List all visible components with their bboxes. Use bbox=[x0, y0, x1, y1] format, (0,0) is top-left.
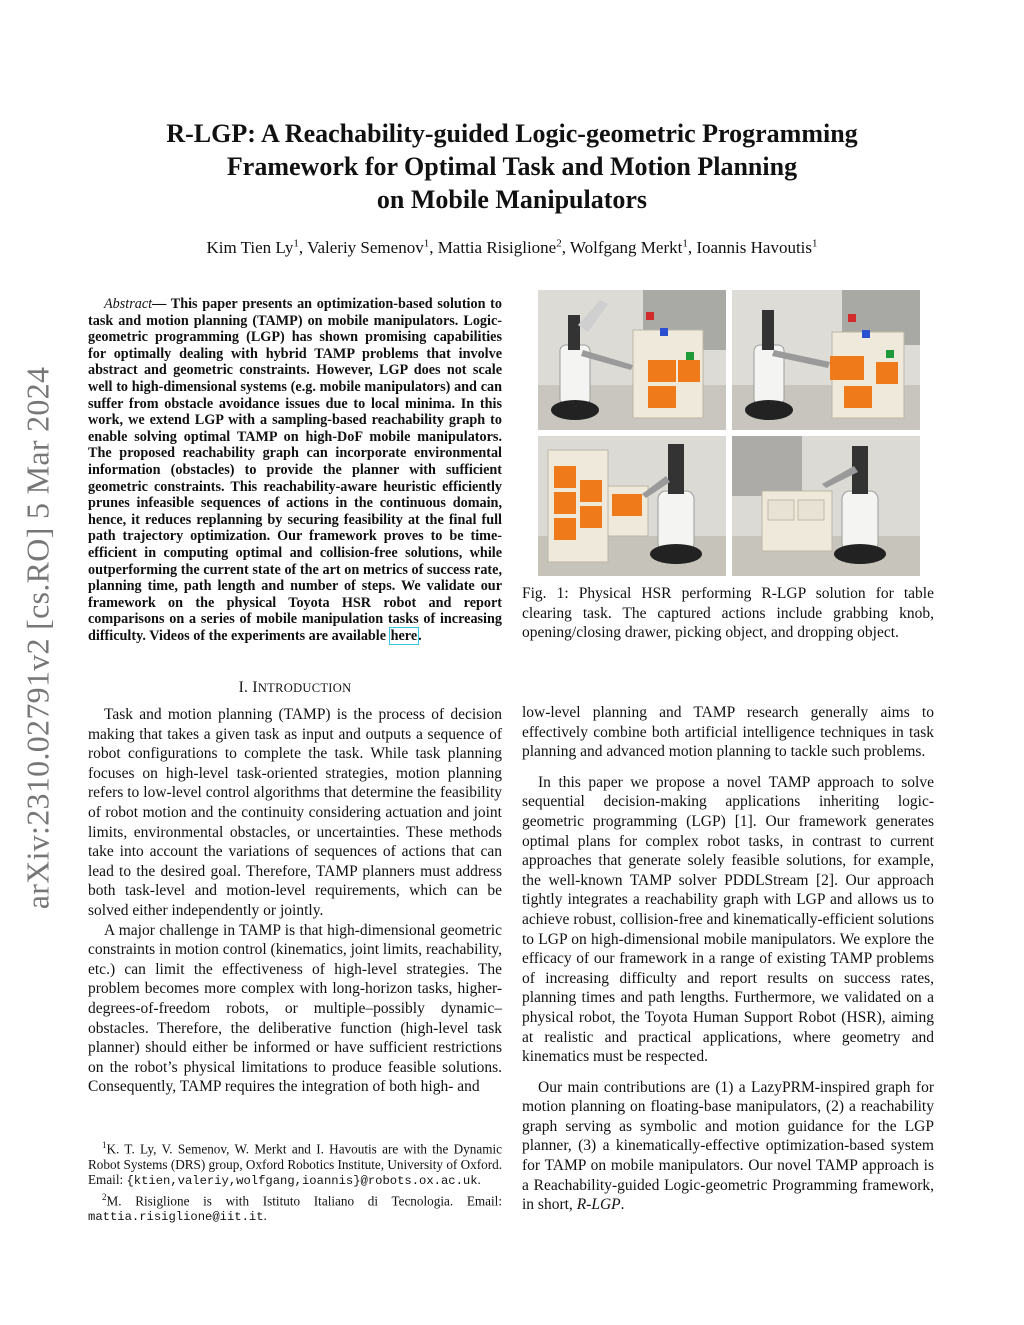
abstract: Abstract— This paper presents an optimization-based solution to task and motion planning (TAMP) on mobile manipulators. Logic-geometric programming (LGP) has shown promising capabilities for optimally dealing with hybrid TAMP problems that involve abstract and geometric constraints. However, LGP does not scale well to high-dimensional systems (e.g. mobile manipulators) and can suffer from obstacle avoidance issues due to local minima. In this work, we extend LGP with a sampling-based reachability graph to enable solving optimal TAMP on high-DoF mobile manipulators. The proposed reachability graph can incorporate environmental information (obstacles) to provide the planner with sufficient geometric constraints. This reachability-aware heuristic efficiently prunes infeasible sequences of actions in the continuous domain, hence, it reduces replanning by securing feasibility at the final full path trajectory optimization. Our framework proves to be time-efficient in computing optimal and collision-free solutions, while outperforming the current state of the art on metrics of success rate, planning time, path length and number of steps. We validate our framework on the physical Toyota HSR robot and report comparisons on a series of mobile manipulation tasks of increasing difficulty. Videos of the experiments are available here. bbox=[88, 296, 503, 644]
photo-picking-object bbox=[538, 436, 726, 576]
author: Wolfgang Merkt$^1$, bbox=[569, 237, 697, 257]
paragraph: In this paper we propose a novel TAMP approach to solve sequential decision-making applications inheriting logic-geometric programming (LGP) [1]. Our framework generates optimal plans for complex robot tasks, in contrast to current approaches that generate solely feasible solutions, for example, the well-known TAMP solver PDDLStream [2]. Our approach tightly integrates a reachability graph with LGP and allows us to achieve robust, collision-free and kinematically-efficient solutions to LGP on high-dimensional mobile manipulators. We explore the efficacy of our framework in a range of existing TAMP problems of increasing difficulty and report results on success rates, planning times and path lengths. Furthermore, we validated on a physical robot, the Toyota Human Support Robot (HSR), aiming at realistic and practical applications, where geometry and kinematics must be respected. bbox=[522, 773, 934, 1066]
section-heading-introduction: I. INTRODUCTION bbox=[238, 679, 352, 696]
author: Kim Tien Ly$^1$, bbox=[206, 237, 308, 257]
method-name: R-LGP bbox=[576, 1196, 621, 1214]
paper-title bbox=[110, 117, 914, 216]
author: Valeriy Semenov$^1$, bbox=[307, 237, 438, 257]
introduction-text bbox=[88, 705, 502, 1097]
author-list bbox=[110, 237, 914, 258]
photo-dropping-object bbox=[732, 436, 920, 576]
footnotes bbox=[88, 1138, 502, 1226]
arxiv-id-text: arXiv:2310.02791v2 [cs.RO] 5 Mar 2024 bbox=[19, 366, 56, 910]
photo-opening-drawer bbox=[732, 290, 920, 430]
arxiv-stamp bbox=[8, 348, 68, 928]
author: Mattia Risiglione$^2$, bbox=[437, 237, 570, 257]
paragraph: low-level planning and TAMP research generally aims to effectively combine both artificial intelligence techniques in task planning and advanced motion planning to tackle such problems. bbox=[522, 704, 934, 761]
footnote-2: $^2$M. Risiglione is with Istituto Italiano di Tecnologia. Email: mattia.risiglione@iit.it. bbox=[88, 1191, 502, 1225]
photo-grabbing-knob bbox=[538, 290, 726, 430]
title-line-2: Framework for Optimal Task and Motion Planning bbox=[226, 152, 798, 181]
footnote-email: mattia.risiglione@iit.it bbox=[88, 1210, 264, 1225]
abstract-body: This paper presents an optimization-based solution to task and motion planning (TAMP) on mobile manipulators. Logic-geometric programming (LGP) has shown promising capabilities for optimally dealing with hybrid TAMP problems that involve abstract and geometric constraints. However, LGP does not scale well to high-dimensional systems (e.g. mobile manipulators) and can suffer from obstacle avoidance issues due to local minima. In this work, we extend LGP with a sampling-based reachability graph to enable solving optimal TAMP on high-DoF mobile manipulators. The proposed reachability graph can incorporate environmental information (obstacles) to provide the planner with sufficient geometric constraints. This reachability-aware heuristic efficiently prunes infeasible sequences of actions in the continuous domain, hence, it reduces replanning by securing feasibility at the final full path trajectory optimization. Our framework proves to be time-efficient in computing optimal and collision-free solutions, while outperforming the current state of the art on metrics of success rate, planning time, path length and number of steps. We validate our framework on the physical Toyota HSR robot and report comparisons on a series of mobile manipulation tasks of increasing difficulty. Videos of the experiments are available bbox=[88, 296, 503, 644]
paragraph: A major challenge in TAMP is that high-dimensional geometric constraints in motion control (kinematics, joint limits, reachability, etc.) can limit the effectiveness of high-level strategies. The problem becomes more complex with long-horizon tasks, higher-degrees-of-freedom robots, or multiple–possibly dynamic–obstacles. Therefore, the deliberative function (high-level task planner) should either be informed or have sufficient restrictions on the robot’s physical limitations to produce feasible solutions. Consequently, TAMP requires the integration of both high- and bbox=[88, 921, 502, 1096]
title-line-3: on Mobile Manipulators bbox=[376, 185, 648, 214]
right-column-text bbox=[522, 703, 934, 1215]
title-line-1: R-LGP: A Reachability-guided Logic-geometric Programming bbox=[166, 119, 858, 148]
abstract-lead: Abstract bbox=[104, 296, 153, 312]
figure-caption: Fig. 1: Physical HSR performing R-LGP solution for table clearing task. The captured actions include grabbing knob, opening/closing drawer, picking object, and dropping object. bbox=[522, 585, 934, 642]
figure-1 bbox=[538, 290, 920, 578]
paragraph: Task and motion planning (TAMP) is the process of decision making that takes a given task as input and outputs a sequence of robot configurations to complete the task. While task planning focuses on high-level task-oriented strategies, motion planning refers to low-level control algorithms that determine the feasibility of robot motion and the continuity considering actuation and joint limits, environmental obstacles, or uncertainties. These methods take into account the variations of sequences of actions that can lead to the desired goal. Therefore, TAMP planners must address both task-level and motion-level requirements, which can be solved either independently or jointly. bbox=[88, 706, 502, 919]
video-link[interactable]: here bbox=[390, 627, 418, 644]
author: Ioannis Havoutis$^1$ bbox=[696, 237, 818, 257]
footnote-1: $^1$K. T. Ly, V. Semenov, W. Merkt and I. Havoutis are with the Dynamic Robot Systems (DRS) group, Oxford Robotics Institute, University of Oxford. Email: {ktien,valeriy,wolfgang,ioannis}@robots.ox.ac.uk. bbox=[88, 1140, 502, 1189]
paragraph: Our main contributions are (1) a LazyPRM-inspired graph for motion planning on floating-base manipulators, (2) a reachability graph serving as symbolic and motion guidance for the LGP planner, (3) a kinematically-effective optimization-based system for TAMP on mobile manipulators. Our novel TAMP approach is a Reachability-guided Logic-geometric Programming framework, in short, R-LGP. bbox=[522, 1078, 934, 1214]
footnote-email: {ktien,valeriy,wolfgang,ioannis}@robots.ox.ac.uk bbox=[126, 1174, 478, 1189]
